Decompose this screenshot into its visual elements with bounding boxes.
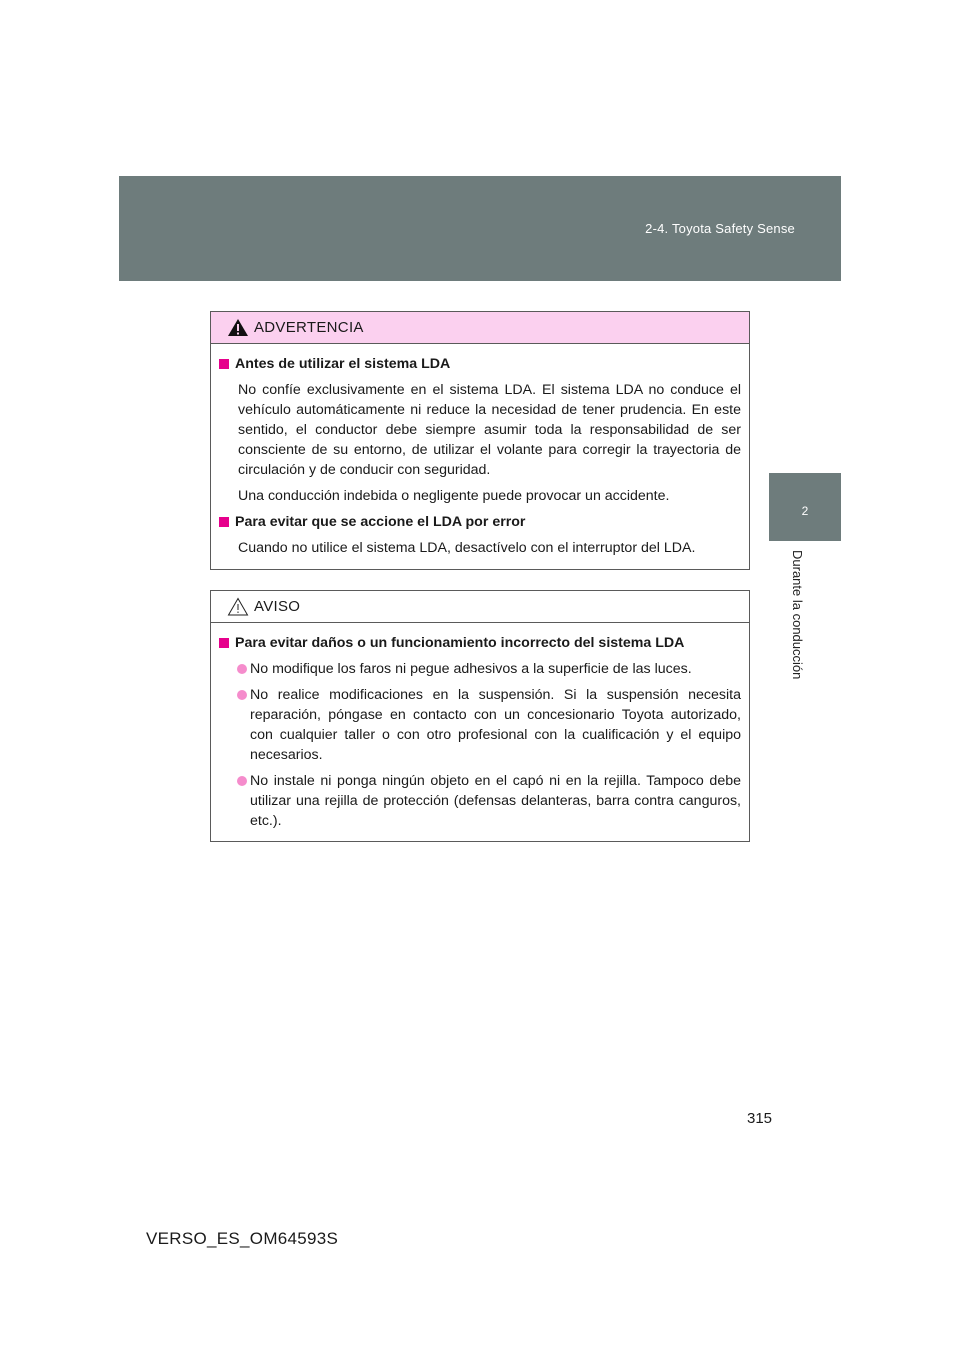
- chapter-tab: [769, 473, 841, 541]
- list-item-text: No modifique los faros ni pegue adhesivos a la superficie de las luces.: [250, 661, 692, 677]
- square-bullet-icon: [219, 359, 229, 369]
- heading-text: Para evitar que se accione el LDA por error: [235, 514, 526, 530]
- list-item: [219, 659, 741, 679]
- chapter-number: 2: [801, 504, 809, 518]
- notice-box: [210, 590, 750, 842]
- section-title: 2-4. Toyota Safety Sense: [645, 221, 795, 236]
- circle-bullet-icon: [237, 776, 247, 786]
- warning-box: [210, 311, 750, 570]
- notice-header: [211, 591, 749, 623]
- paragraph: No confíe exclusivamente en el sistema LDA. El sistema LDA no conduce el vehículo automáticamente ni reduce la necesidad de tener prudencia. En este sentido, el conductor debe siempre asumir toda la responsabilidad de ser consciente de su entorno, de utilizar el volante para corregir la trayectoria de circulación y de conducir con seguridad.: [238, 382, 741, 478]
- warning-body: [211, 344, 749, 558]
- header-band: [119, 176, 841, 281]
- list-item-text: No realice modificaciones en la suspensión. Si la suspensión necesita reparación, póngase en contacto con un concesionario Toyota autorizado, con cualquier taller o con otro profesional con la cualificación y el equipo necesarios.: [250, 687, 741, 763]
- paragraph: Una conducción indebida o negligente puede provocar un accidente.: [238, 488, 670, 504]
- list-item-text: No instale ni ponga ningún objeto en el capó ni en la rejilla. Tampoco debe utilizar una rejilla de protección (defensas delanteras, barra contra canguros, etc.).: [250, 773, 741, 829]
- document-code: VERSO_ES_OM64593S: [146, 1229, 339, 1248]
- square-bullet-icon: [219, 638, 229, 648]
- heading-text: Para evitar daños o un funcionamiento incorrecto del sistema LDA: [235, 635, 685, 651]
- chapter-label: Durante la conducción: [790, 550, 805, 680]
- list-item: [219, 685, 741, 765]
- circle-bullet-icon: [237, 664, 247, 674]
- page-number: 315: [747, 1110, 773, 1127]
- notice-heading: [219, 633, 741, 653]
- warning-heading-1: [219, 354, 741, 374]
- circle-bullet-icon: [237, 690, 247, 700]
- warning-icon: [227, 318, 249, 337]
- list-item: [219, 771, 741, 831]
- warning-header: [211, 312, 749, 344]
- caution-icon: [227, 597, 249, 616]
- heading-text: Antes de utilizar el sistema LDA: [235, 356, 451, 372]
- paragraph: Cuando no utilice el sistema LDA, desactívelo con el interruptor del LDA.: [238, 540, 696, 556]
- square-bullet-icon: [219, 517, 229, 527]
- notice-title: AVISO: [254, 598, 301, 615]
- warning-title: ADVERTENCIA: [254, 319, 364, 336]
- notice-body: [211, 623, 749, 831]
- warning-heading-2: [219, 512, 741, 532]
